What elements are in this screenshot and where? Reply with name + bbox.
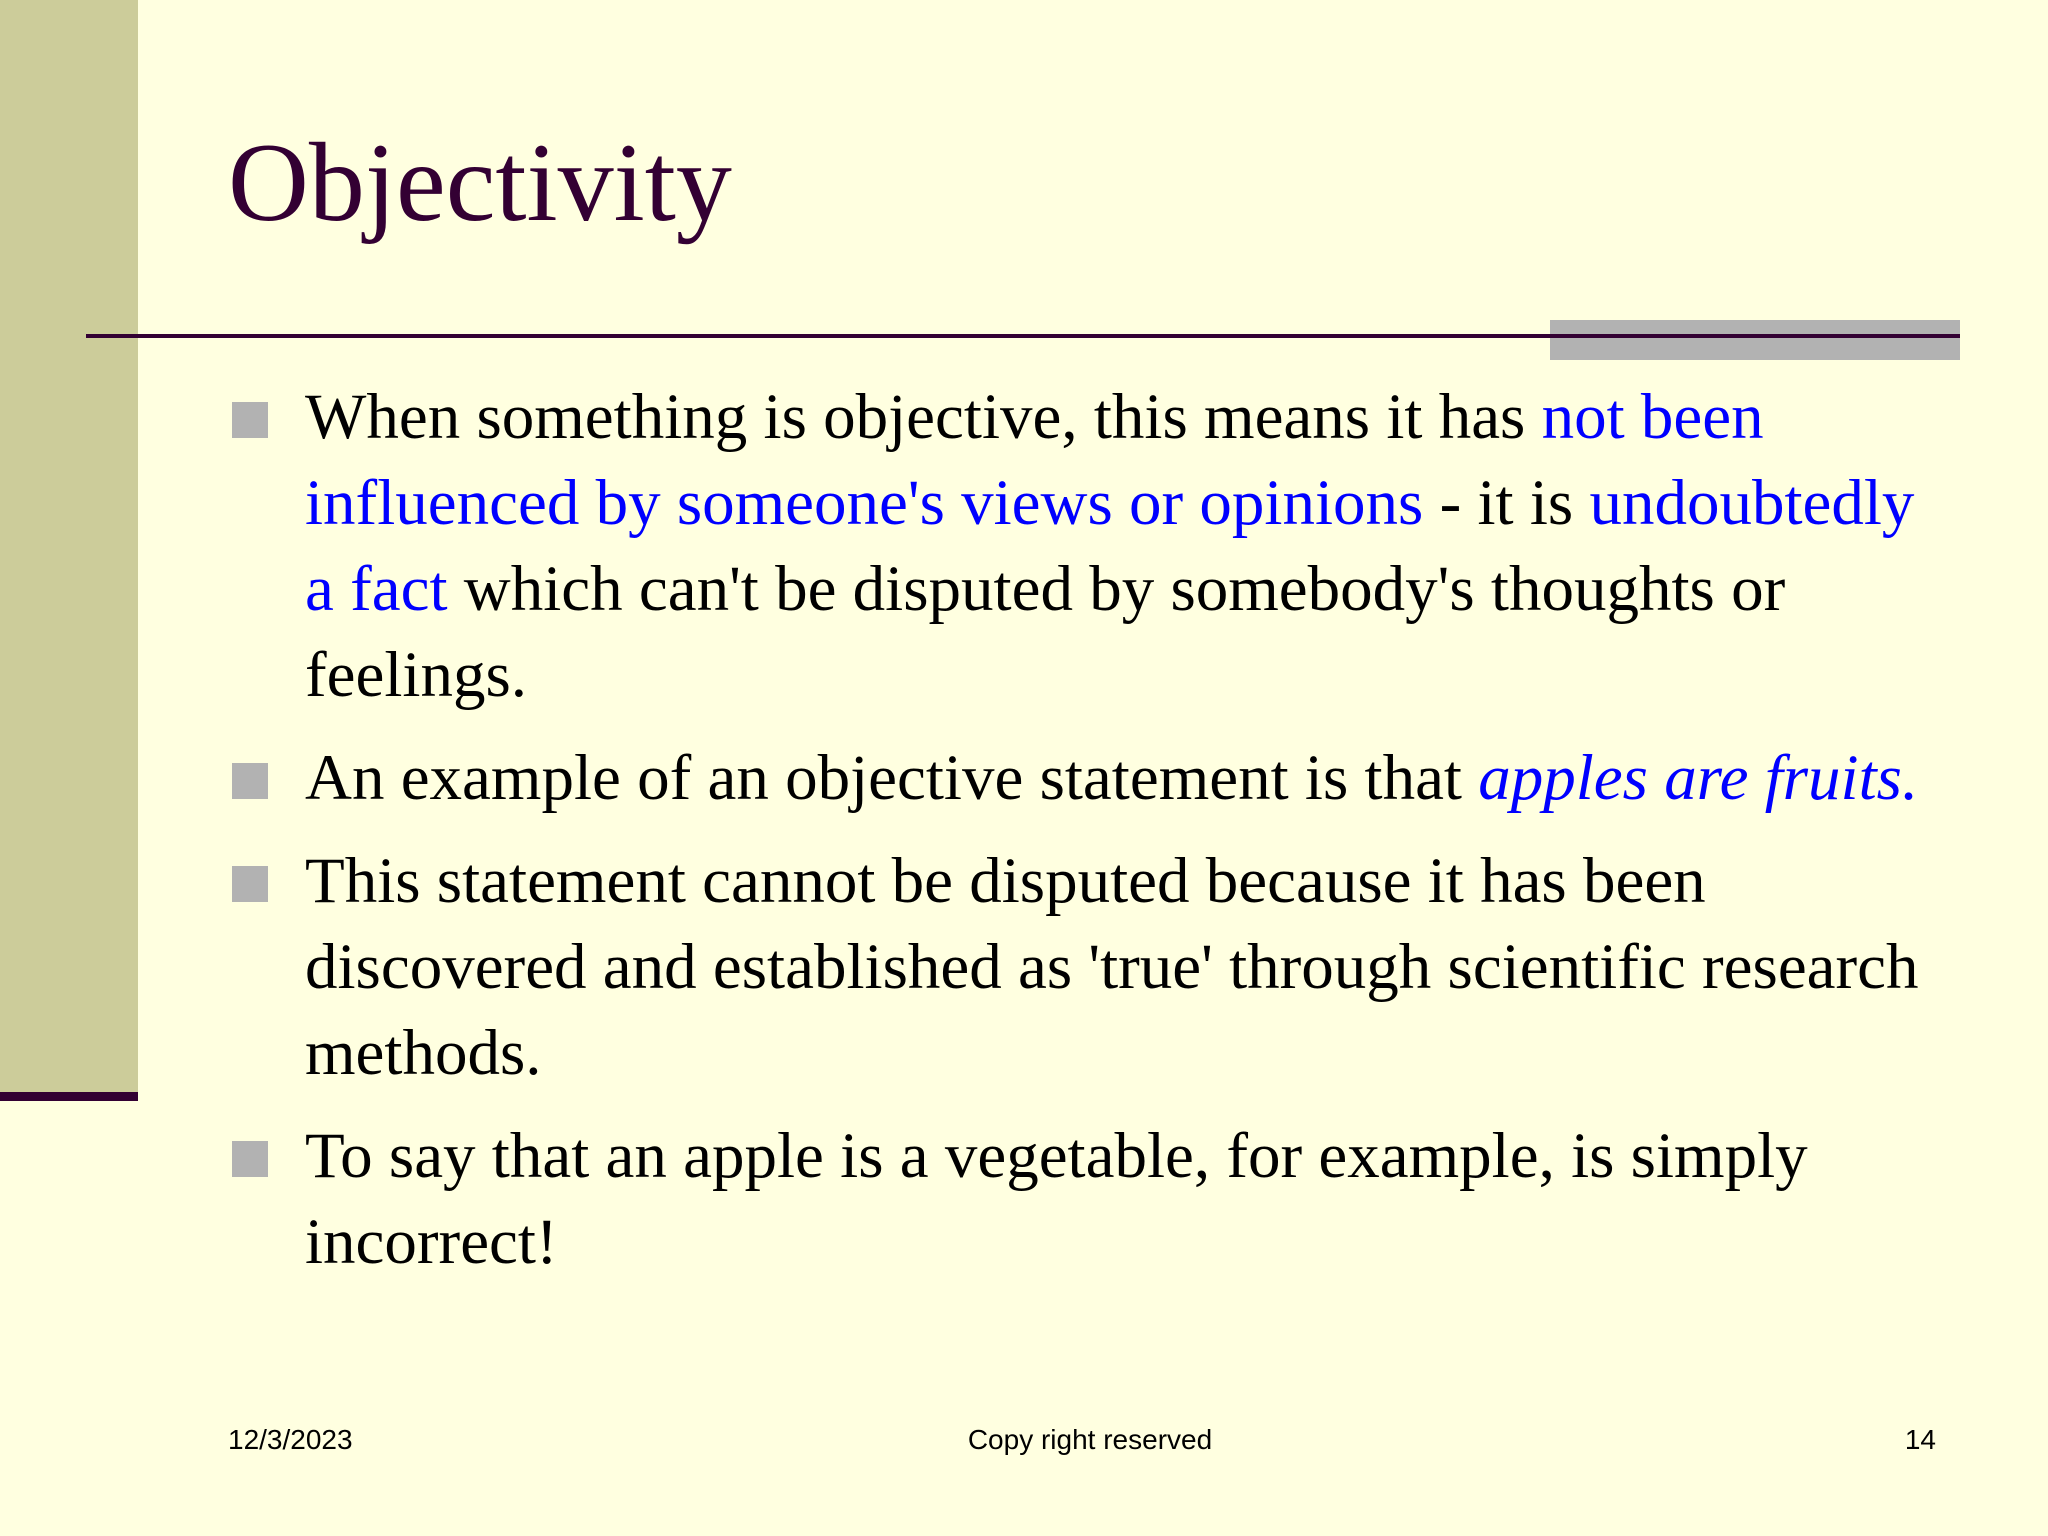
- bullet-text: An example of an objective statement is that: [305, 742, 1479, 814]
- square-bullet-icon: [232, 763, 268, 799]
- footer-date: 12/3/2023: [228, 1424, 353, 1455]
- title-rule-accent-line: [1550, 334, 1960, 338]
- slide-number: 14: [1904, 1424, 1936, 1455]
- bullet-text: which can't be disputed by somebody's thoughts or feelings.: [305, 553, 1786, 711]
- slide-title: Objectivity: [228, 121, 732, 245]
- highlight-text: apples are fruits: [1478, 742, 1902, 814]
- sidebar-underline: [0, 1092, 138, 1101]
- bullet-text: When something is objective, this means it has: [305, 381, 1542, 453]
- square-bullet-icon: [232, 1141, 268, 1177]
- highlight-text: not been influenced by someone's views or opinions: [305, 381, 1764, 539]
- footer-copyright: Copy right reserved: [967, 1424, 1213, 1455]
- square-bullet-icon: [232, 402, 268, 438]
- bullet-text: This statement cannot be disputed because it has been discovered and established as 'true' through scientific research methods.: [305, 845, 1919, 1089]
- bullet-item-example: [232, 735, 1942, 821]
- highlight-text: .: [1901, 742, 1919, 814]
- bullet-list: [232, 374, 1942, 1302]
- bullet-text: To say that an apple is a vegetable, for example, is simply incorrect!: [305, 1120, 1808, 1278]
- bullet-item-objective-definition: [232, 374, 1942, 718]
- bullet-item-incorrect-claim: [232, 1113, 1942, 1285]
- sidebar-band: [0, 0, 138, 1092]
- highlight-text: undoubtedly a fact: [305, 467, 1915, 625]
- square-bullet-icon: [232, 866, 268, 902]
- bullet-item-cannot-be-disputed: [232, 838, 1942, 1096]
- title-rule-accent: [1550, 320, 1960, 360]
- bullet-text: - it is: [1423, 467, 1590, 539]
